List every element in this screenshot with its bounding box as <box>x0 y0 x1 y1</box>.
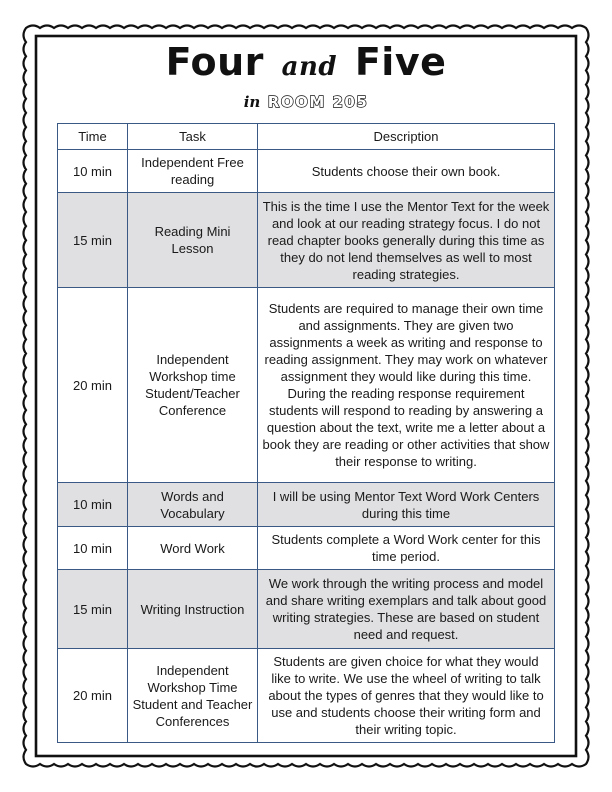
page-header <box>0 40 612 113</box>
subtitle-room: ROOM 205 <box>267 93 369 111</box>
cell-time: 20 min <box>58 288 128 483</box>
cell-task: Reading Mini Lesson <box>128 193 258 288</box>
header-time: Time <box>58 124 128 150</box>
cell-task: Word Work <box>128 527 258 570</box>
table-row <box>58 483 555 527</box>
cell-time: 15 min <box>58 193 128 288</box>
table-row <box>58 193 555 288</box>
page-title <box>0 40 612 89</box>
header-task: Task <box>128 124 258 150</box>
cell-time: 10 min <box>58 483 128 527</box>
cell-description: Students choose their own book. <box>258 150 555 193</box>
cell-description: Students complete a Word Work center for this time period. <box>258 527 555 570</box>
cell-description: Students are given choice for what they would like to write. We use the wheel of writing to talk about the types of genres that they would like to use and students choose their writing form and their writing topic. <box>258 649 555 743</box>
cell-time: 20 min <box>58 649 128 743</box>
header-description: Description <box>258 124 555 150</box>
table-row <box>58 150 555 193</box>
cell-time: 10 min <box>58 150 128 193</box>
cell-task: Independent Workshop Time Student and Teacher Conferences <box>128 649 258 743</box>
cell-description: This is the time I use the Mentor Text for the week and look at our reading strategy focus. I do not read chapter books generally during this time as they do not lend themselves as well to most reading strategies. <box>258 193 555 288</box>
cell-task: Words and Vocabulary <box>128 483 258 527</box>
table-row <box>58 527 555 570</box>
page-subtitle <box>0 92 612 113</box>
table-row <box>58 570 555 649</box>
cell-description: I will be using Mentor Text Word Work Centers during this time <box>258 483 555 527</box>
table-header-row <box>58 124 555 150</box>
cell-time: 15 min <box>58 570 128 649</box>
table-row <box>58 288 555 483</box>
cell-description: Students are required to manage their own time and assignments. They are given two assignments a week as writing and response to reading assignment. They may work on whatever assignment they would like during this time. During the reading response requirement students will respond to reading by answering a question about the text, write me a letter about a book they are reading or other activities that show their response to writing. <box>258 288 555 483</box>
subtitle-in: in <box>243 93 261 111</box>
cell-time: 10 min <box>58 527 128 570</box>
title-four: Four <box>165 40 264 84</box>
table-row <box>58 649 555 743</box>
title-five: Five <box>354 40 447 84</box>
cell-description: We work through the writing process and model and share writing exemplars and talk about good writing strategies. These are based on student need and request. <box>258 570 555 649</box>
cell-task: Writing Instruction <box>128 570 258 649</box>
cell-task: Independent Free reading <box>128 150 258 193</box>
schedule-table <box>57 123 555 743</box>
cell-task: Independent Workshop time Student/Teacher Conference <box>128 288 258 483</box>
title-and: and <box>281 52 338 82</box>
